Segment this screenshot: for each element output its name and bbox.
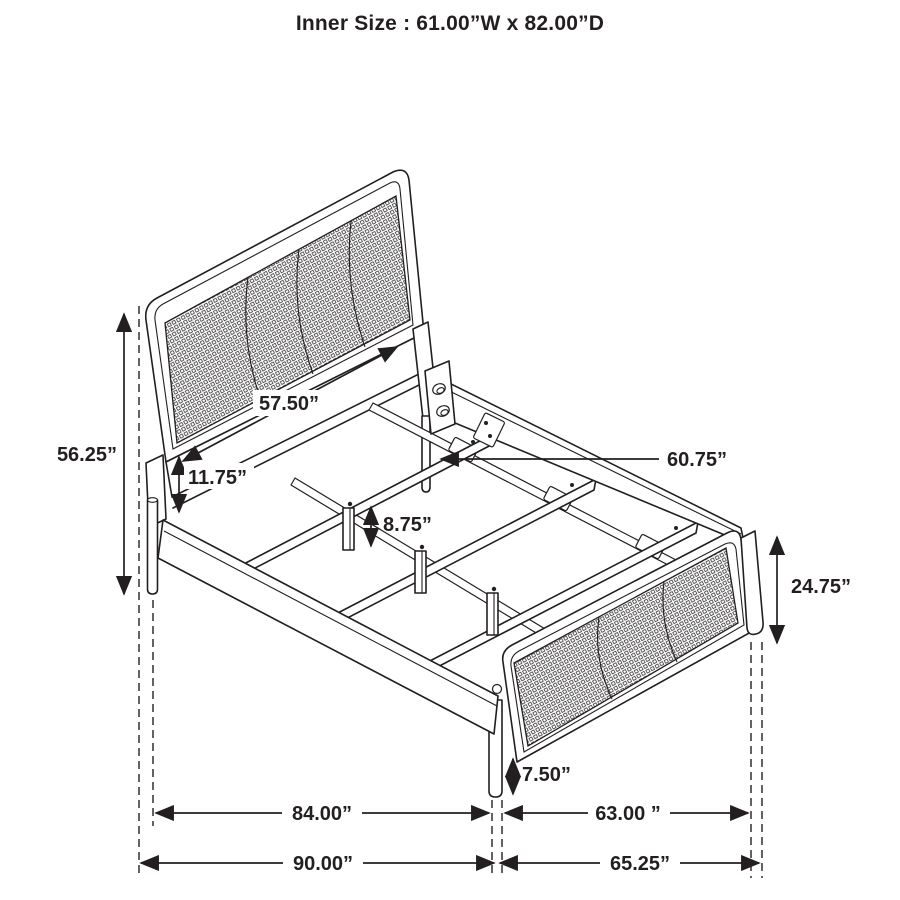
side-rail-front (158, 520, 498, 734)
dim-label-headboard-height: 56.25” (56, 444, 117, 466)
center-leg-1 (343, 508, 354, 550)
dim-label-center-leg-height: 8.75” (383, 514, 432, 536)
dim-label-headboard-rail-height: 11.75” (188, 467, 247, 489)
dim-label-footboard-height: 24.75” (791, 576, 852, 598)
center-leg-3 (487, 593, 498, 635)
dim-footboard-height (777, 537, 851, 643)
diagram-title: Inner Size : 61.00”W x 82.00”D (295, 12, 605, 35)
dim-label-slat-length: 60.75” (667, 449, 728, 471)
screw-dot (674, 526, 678, 530)
dim-headboard-height (57, 314, 124, 594)
headboard-left-leg (148, 500, 158, 594)
screw-dot (570, 483, 574, 487)
center-leg-2 (415, 551, 426, 593)
headboard-bracket (425, 361, 455, 434)
dim-overall-width (500, 850, 759, 876)
dim-center-leg-height (371, 507, 432, 546)
dim-footboard-leg-height (513, 759, 571, 794)
dim-label-headboard-width: 57.50” (258, 393, 320, 415)
dim-label-overall-width: 65.25” (609, 853, 671, 875)
screw-dot (420, 545, 424, 549)
screw-dot (348, 502, 352, 506)
screw-dot (492, 587, 496, 591)
headboard-left-leg-cap (148, 498, 158, 503)
footboard-corner-dowel (493, 685, 502, 694)
dim-headboard-rail-height (179, 457, 254, 512)
screw-dot (471, 440, 475, 444)
dim-footboard-span (505, 800, 748, 826)
dim-frame-inner-depth (156, 800, 489, 826)
dim-label-overall-depth: 90.00” (292, 853, 354, 875)
dim-overall-depth (141, 850, 494, 876)
dim-label-footboard-leg-height: 7.50” (522, 764, 571, 786)
dim-label-footboard-span: 63.00 ” (595, 803, 661, 825)
dim-label-frame-inner-depth: 84.00” (291, 803, 353, 825)
